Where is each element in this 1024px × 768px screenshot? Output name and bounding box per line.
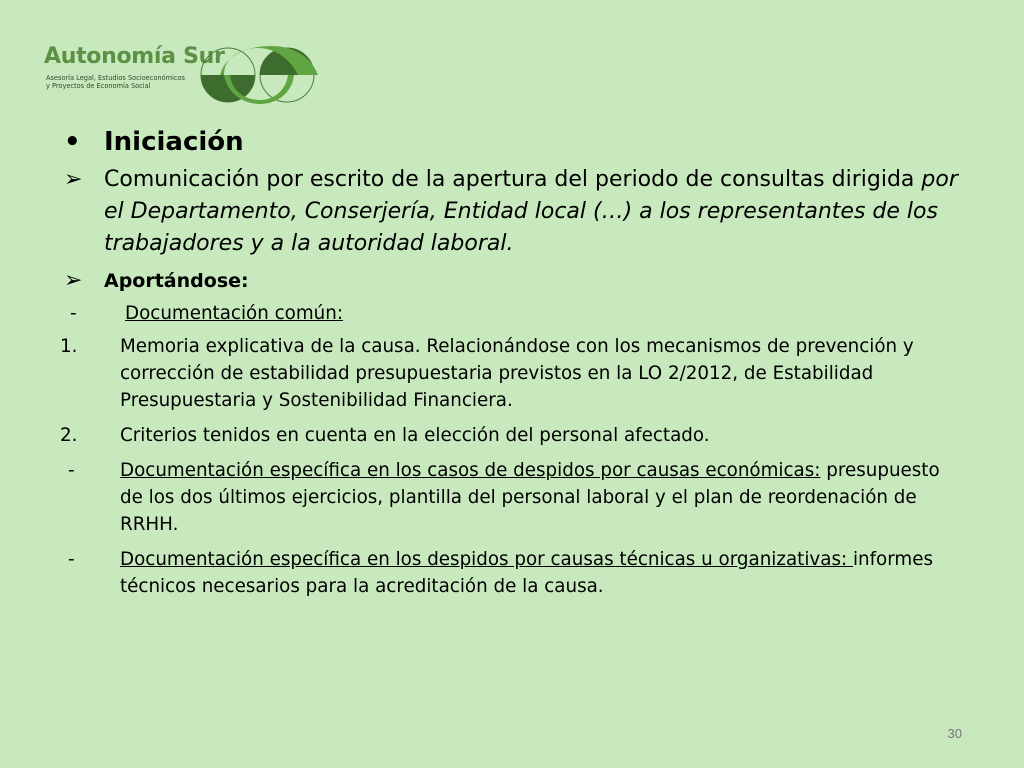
numbered-item-text: Memoria explicativa de la causa. Relacionándose con los mecanismos de prevención y corrección de estabilidad presupuestaria previstos en la LO 2/2012, de Estabilidad Presupuestaria y Sostenibilidad Financiera.: [120, 336, 914, 411]
dash-item-economicas: [60, 457, 965, 538]
dash-item-rest: informes técnicos necesarios para la acreditación de la causa.: [120, 549, 933, 597]
numbered-item-2: [60, 422, 965, 449]
dash-item-text: [120, 546, 965, 600]
doc-comun-row: [60, 300, 965, 327]
aportandose-text: Aportándose:: [104, 270, 249, 292]
logo-subtitle-line-2: y Proyectos de Economía Social: [46, 82, 151, 90]
dash-item-rest: presupuesto de los dos últimos ejercicios, plantilla del personal laboral y el plan de reordenación de RRHH.: [120, 460, 940, 535]
doc-comun-text: Documentación común:: [125, 303, 344, 324]
heading-row: [60, 124, 965, 160]
heading-text: Iniciación: [104, 127, 244, 157]
number-marker: 1.: [60, 336, 78, 357]
arrow-item-comunicacion: [60, 164, 965, 260]
logo-mark-icon: [190, 44, 325, 106]
numbered-item-text: Criterios tenidos en cuenta en la elección del personal afectado.: [120, 425, 710, 446]
dash-item-tecnicas: [60, 546, 965, 600]
arrow-item-text: [104, 164, 965, 260]
arrow-bullet-icon: ➢: [64, 167, 83, 192]
dash-item-underlined: Documentación específica en los despidos por causas técnicas u organizativas:: [120, 549, 853, 570]
dash-marker: -: [68, 460, 75, 481]
logo: [40, 44, 330, 106]
dash-item-text: [120, 457, 965, 538]
numbered-item-1: [60, 333, 965, 414]
slide-content: [60, 124, 965, 600]
logo-subtitle-line-1: Asesoría Legal, Estudios Socioeconómicos: [46, 74, 185, 82]
comunicacion-text: Comunicación por escrito de la apertura del periodo de consultas dirigida: [104, 167, 922, 192]
comunicacion-italic-text: por el Departamento, Conserjería, Entidad local (…) a los representantes de los trabajadores y a la autoridad laboral.: [104, 167, 958, 256]
arrow-bullet-icon: ➢: [64, 268, 83, 293]
dash-marker: -: [68, 549, 75, 570]
dash-item-underlined: Documentación específica en los casos de despidos por causas económicas:: [120, 460, 821, 481]
logo-name: Autonomía Sur: [44, 44, 225, 69]
dash-marker: -: [70, 303, 77, 324]
number-marker: 2.: [60, 425, 78, 446]
bullet-marker: •: [64, 127, 81, 157]
page-number: 30: [947, 726, 962, 741]
arrow-item-aportandose: [60, 266, 965, 296]
